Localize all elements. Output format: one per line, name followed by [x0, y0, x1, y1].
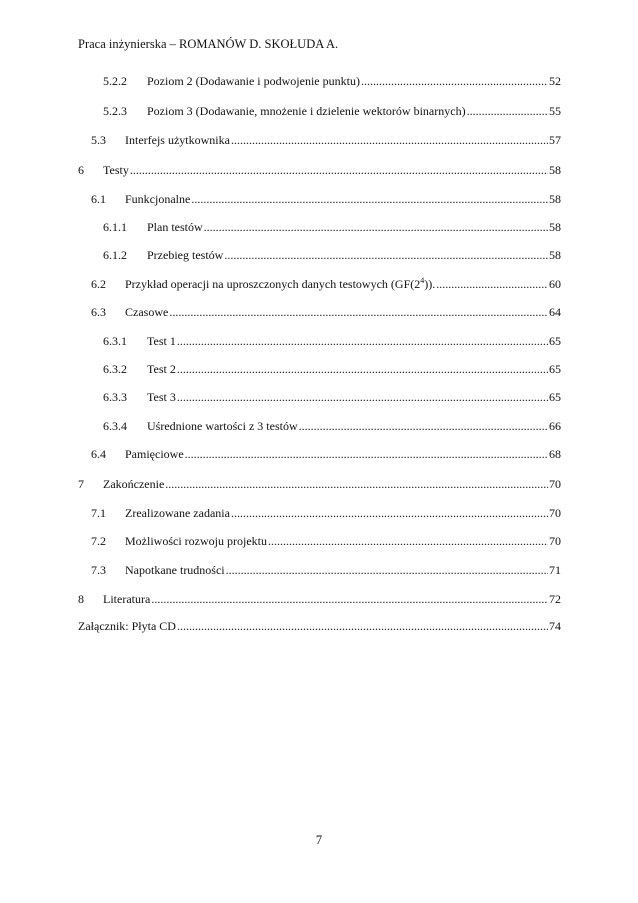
toc-entry-page: 58: [549, 248, 561, 262]
toc-entry-number: 6.3: [91, 305, 106, 319]
toc-entry-page: 70: [549, 534, 561, 548]
toc-entry-number: 6: [78, 163, 84, 177]
dot-leader: [190, 192, 548, 206]
toc-entry-number: 6.2: [91, 277, 106, 291]
toc-entry-title: Zakończenie: [103, 477, 165, 491]
toc-entry: [78, 163, 561, 177]
dot-leader: [184, 447, 548, 461]
dot-leader: [129, 163, 548, 177]
toc-entry-title: Testy: [103, 163, 129, 177]
toc-entry-number: 7.1: [91, 506, 106, 520]
toc-entry-page: 65: [549, 334, 561, 348]
toc-entry-page: 70: [549, 506, 561, 520]
toc-entry-appendix: [78, 619, 561, 633]
toc-entry-number: 5.2.3: [103, 104, 127, 118]
toc-entry-number: 7.3: [91, 563, 106, 577]
toc-entry-page: 60: [549, 277, 561, 291]
toc-entry: [91, 534, 561, 548]
dot-leader: [298, 419, 548, 433]
superscript-exponent: 4: [420, 276, 425, 285]
toc-entry: [103, 419, 561, 433]
toc-entry-page: 70: [549, 477, 561, 491]
toc-entry: [91, 305, 561, 319]
dot-leader: [164, 477, 548, 491]
toc-entry: [103, 248, 561, 262]
toc-entry-title: Interfejs użytkownika: [125, 133, 230, 147]
dot-leader: [360, 74, 548, 88]
toc-entry-page: 74: [549, 619, 561, 633]
running-header: Praca inżynierska – ROMANÓW D. SKOŁUDA A.: [78, 37, 339, 51]
toc-entry-title-end: )).: [424, 277, 436, 291]
toc-entry: [78, 477, 561, 491]
toc-entry-number: 6.3.4: [103, 419, 127, 433]
toc-entry-title: Pamięciowe: [125, 447, 184, 461]
toc-entry: [91, 447, 561, 461]
toc-entry: [91, 277, 561, 291]
dot-leader: [176, 390, 548, 404]
toc-entry-page: 64: [549, 305, 561, 319]
toc-entry-title: Poziom 3 (Dodawanie, mnożenie i dzielenie wektorów binarnych): [147, 104, 466, 118]
toc-entry-title: [125, 277, 435, 291]
toc-entry: [91, 563, 561, 577]
toc-entry-number: 6.1.2: [103, 248, 127, 262]
toc-entry-title: Plan testów: [147, 220, 203, 234]
toc-entry-title: Napotkane trudności: [125, 563, 225, 577]
toc-entry-page: 55: [549, 104, 561, 118]
toc-entry-title: Czasowe: [125, 305, 169, 319]
toc-entry-page: 68: [549, 447, 561, 461]
dot-leader: [176, 334, 548, 348]
toc-entry-page: 65: [549, 362, 561, 376]
page-number: 7: [315, 833, 323, 847]
dot-leader: [150, 592, 548, 606]
toc-entry-page: 52: [549, 74, 561, 88]
toc-entry: [103, 362, 561, 376]
toc-entry-number: 7: [78, 477, 84, 491]
toc-entry-title: Uśrednione wartości z 3 testów: [147, 419, 298, 433]
toc-entry: [103, 74, 561, 88]
toc-entry: [91, 192, 561, 206]
toc-entry-page: 65: [549, 390, 561, 404]
dot-leader: [230, 506, 548, 520]
toc-entry-number: 6.3.3: [103, 390, 127, 404]
toc-entry: [78, 592, 561, 606]
toc-entry-title: Przebieg testów: [147, 248, 224, 262]
dot-leader: [168, 305, 548, 319]
dot-leader: [230, 133, 548, 147]
toc-entry-page: 58: [549, 220, 561, 234]
toc-entry-page: 66: [549, 419, 561, 433]
toc-entry-page: 71: [549, 563, 561, 577]
toc-entry-title: Funkcjonalne: [125, 192, 191, 206]
dot-leader: [203, 220, 548, 234]
toc-entry-page: 57: [549, 133, 561, 147]
toc-entry: [103, 220, 561, 234]
toc-entry: [91, 506, 561, 520]
toc-entry-number: 7.2: [91, 534, 106, 548]
dot-leader: [267, 534, 548, 548]
toc-entry: [103, 104, 561, 118]
toc-entry-title: Test 1: [147, 334, 176, 348]
toc-entry-title: Załącznik: Płyta CD: [78, 619, 176, 633]
toc-entry-title: Możliwości rozwoju projektu: [125, 534, 267, 548]
dot-leader: [435, 277, 548, 291]
dot-leader: [225, 563, 548, 577]
dot-leader: [466, 104, 548, 118]
toc-entry-number: 6.4: [91, 447, 106, 461]
toc-entry: [103, 334, 561, 348]
toc-entry: [103, 390, 561, 404]
toc-entry-title: Test 2: [147, 362, 176, 376]
toc-entry-number: 6.1: [91, 192, 106, 206]
toc-entry: [91, 133, 561, 147]
toc-entry-number: 8: [78, 592, 84, 606]
dot-leader: [223, 248, 548, 262]
toc-entry-page: 58: [549, 192, 561, 206]
toc-entry-number: 6.3.2: [103, 362, 127, 376]
toc-entry-number: 5.3: [91, 133, 106, 147]
toc-entry-number: 6.3.1: [103, 334, 127, 348]
toc-entry-number: 5.2.2: [103, 74, 127, 88]
dot-leader: [176, 619, 548, 633]
toc-entry-title-main: Przykład operacji na uproszczonych danych testowych (GF(2: [125, 277, 421, 291]
dot-leader: [176, 362, 548, 376]
toc-entry-title: Zrealizowane zadania: [125, 506, 230, 520]
toc-entry-page: 58: [549, 163, 561, 177]
toc-entry-title: Test 3: [147, 390, 176, 404]
toc-entry-title: Poziom 2 (Dodawanie i podwojenie punktu): [147, 74, 360, 88]
toc-entry-number: 6.1.1: [103, 220, 127, 234]
toc-entry-page: 72: [549, 592, 561, 606]
toc-entry-title: Literatura: [103, 592, 151, 606]
